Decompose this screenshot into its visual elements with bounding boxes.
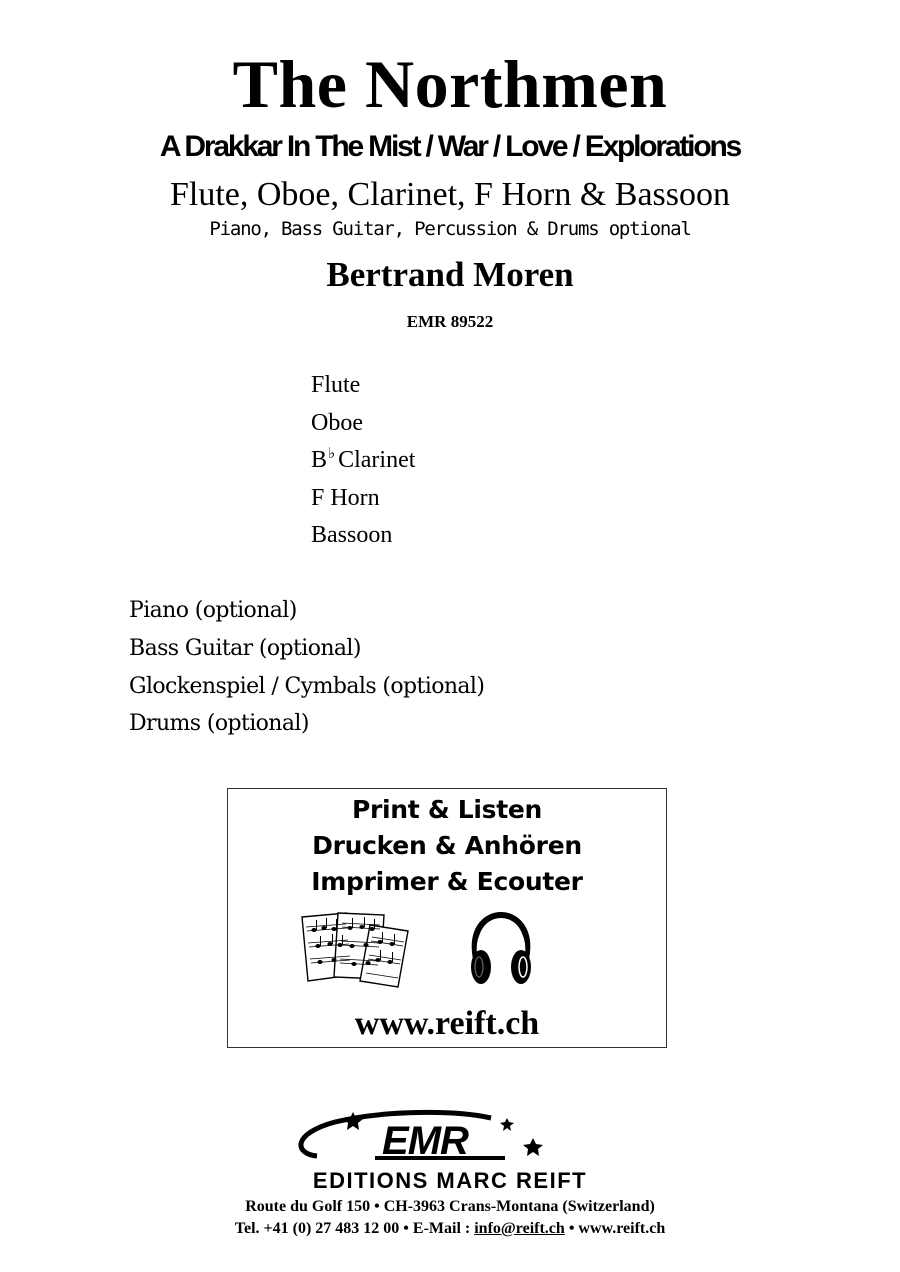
part-oboe: Oboe: [311, 409, 363, 436]
instrumentation: Flute, Oboe, Clarinet, F Horn & Bassoon: [169, 176, 731, 213]
main-parts-list: [311, 367, 415, 555]
composer: Bertrand Moren: [326, 255, 574, 294]
publisher-website[interactable]: www.reift.ch: [578, 1220, 666, 1237]
part-bass-guitar: Bass Guitar (optional): [129, 635, 361, 661]
part-f-horn: F Horn: [311, 484, 380, 511]
print-listen-fr: Imprimer & Ecouter: [311, 867, 583, 896]
email-label: E-Mail :: [412, 1220, 471, 1237]
star-icon: [500, 1118, 514, 1131]
publisher-phone: Tel. +41 (0) 27 483 12 00: [234, 1220, 400, 1237]
publisher-contact: Tel. +41 (0) 27 483 12 00 • E-Mail : info@reift.ch • www.reift.ch: [234, 1220, 666, 1237]
publisher-address: Route du Golf 150 • CH-3963 Crans-Montana (Switzerland): [245, 1198, 655, 1215]
star-icon: [523, 1138, 543, 1156]
headphones-icon: [466, 911, 536, 989]
part-flute: Flute: [311, 372, 361, 398]
print-listen-en: Print & Listen: [351, 795, 543, 824]
optional-parts-list: [129, 592, 484, 743]
optional-instrumentation: Piano, Bass Guitar, Percussion & Drums optional: [209, 218, 691, 240]
flat-sign: ♭: [328, 446, 336, 463]
publisher-name: EDITIONS MARC REIFT: [312, 1168, 588, 1192]
email-link[interactable]: info@reift.ch: [474, 1220, 565, 1237]
part-clarinet-key: B: [311, 447, 328, 474]
title: The Northmen: [232, 46, 668, 122]
part-clarinet-label: Clarinet: [338, 447, 416, 474]
part-clarinet: [311, 442, 415, 480]
subtitle: A Drakkar In The Mist / War / Love / Explorations: [159, 130, 741, 163]
part-bassoon: Bassoon: [311, 522, 393, 549]
part-drums: Drums (optional): [129, 711, 309, 737]
print-listen-de: Drucken & Anhören: [312, 831, 582, 860]
box-website[interactable]: www.reift.ch: [354, 1005, 540, 1042]
emr-logo-text: EMR: [382, 1119, 468, 1163]
print-listen-box: [227, 788, 667, 1048]
part-glockenspiel: Glockenspiel / Cymbals (optional): [129, 673, 485, 699]
publisher-address-block: [0, 1196, 900, 1240]
emr-logo: [255, 1108, 645, 1192]
part-piano: Piano (optional): [129, 598, 297, 623]
catalog-number: EMR 89522: [406, 312, 494, 331]
sheet-music-icon: [300, 909, 412, 989]
